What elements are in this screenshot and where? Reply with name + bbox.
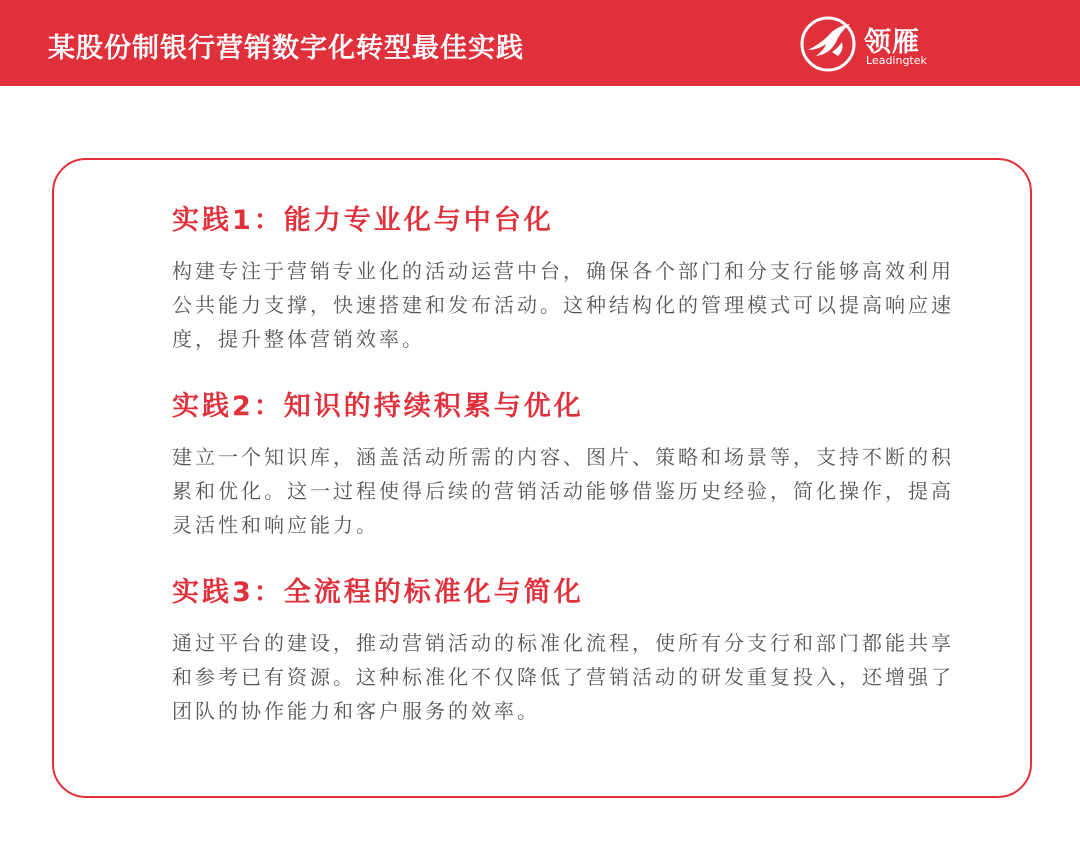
practice-section-3 <box>172 576 972 728</box>
section-body: 建立一个知识库，涵盖活动所需的内容、图片、策略和场景等，支持不断的积累和优化。这一过程使得后续的营销活动能够借鉴历史经验，简化操作，提高灵活性和响应能力。 <box>172 445 954 537</box>
section-body: 构建专注于营销专业化的活动运营中台，确保各个部门和分支行能够高效利用公共能力支撑，快速搭建和发布活动。这种结构化的管理模式可以提高响应速度，提升整体营销效率。 <box>172 259 954 351</box>
section-title: 实践3：全流程的标准化与简化 <box>172 577 584 608</box>
practice-section-2 <box>172 390 972 542</box>
section-title: 实践2：知识的持续积累与优化 <box>172 391 584 422</box>
section-body: 通过平台的建设，推动营销活动的标准化流程，使所有分支行和部门都能共享和参考已有资源。这种标准化不仅降低了营销活动的研发重复投入，还增强了团队的协作能力和客户服务的效率。 <box>172 631 954 723</box>
section-title: 实践1：能力专业化与中台化 <box>172 205 554 236</box>
practice-section-1 <box>172 204 972 356</box>
practices-card <box>52 158 1032 798</box>
header-bar <box>0 0 1080 86</box>
swan-logo-icon <box>798 14 858 74</box>
logo-name-cn: 领雁 <box>864 27 920 58</box>
company-logo <box>798 14 948 74</box>
logo-name-en: Leadingtek <box>866 54 927 67</box>
page-title: 某股份制银行营销数字化转型最佳实践 <box>48 33 524 64</box>
